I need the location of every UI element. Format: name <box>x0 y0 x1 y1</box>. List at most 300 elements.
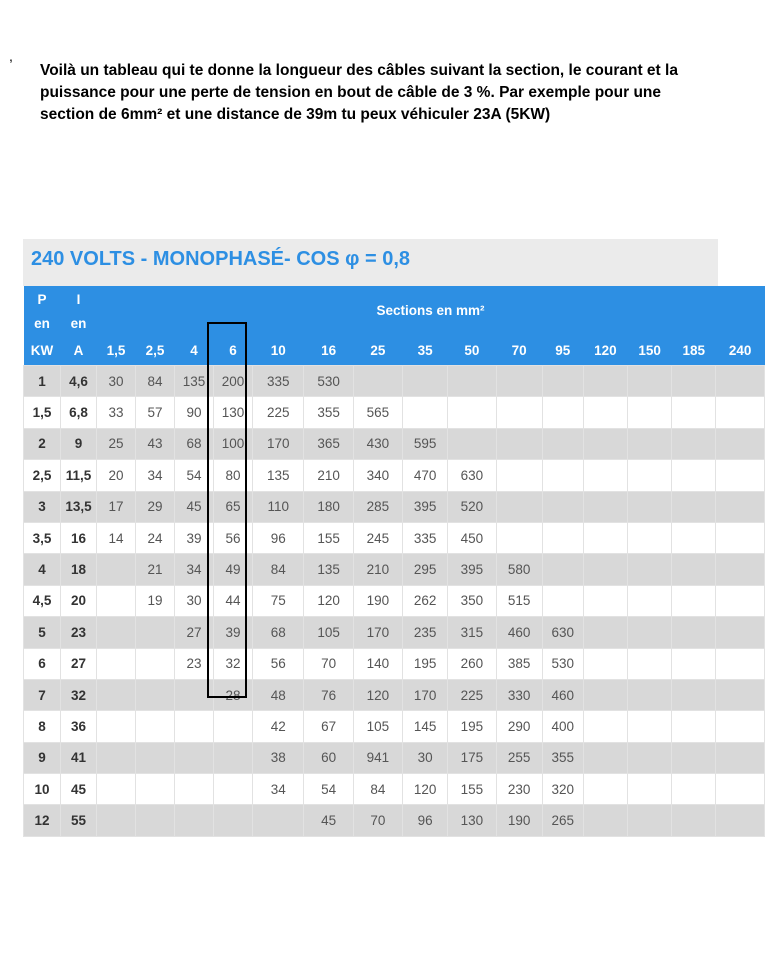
length-cell: 120 <box>353 679 402 710</box>
current-header-a: A <box>60 335 96 366</box>
length-cell <box>496 428 542 459</box>
length-cell <box>716 742 765 773</box>
length-cell: 195 <box>403 648 448 679</box>
length-cell: 290 <box>496 711 542 742</box>
length-cell: 75 <box>253 585 304 616</box>
length-cell <box>96 648 135 679</box>
length-cell: 190 <box>496 805 542 836</box>
length-cell <box>672 491 716 522</box>
length-cell: 320 <box>542 774 583 805</box>
length-cell <box>583 366 627 397</box>
length-cell: 54 <box>175 460 214 491</box>
length-cell <box>583 428 627 459</box>
length-cell <box>353 366 402 397</box>
length-cell: 120 <box>403 774 448 805</box>
length-cell: 96 <box>403 805 448 836</box>
length-cell: 60 <box>304 742 353 773</box>
section-header-cell: 1,5 <box>96 335 135 366</box>
length-cell: 180 <box>304 491 353 522</box>
current-header-en: en <box>60 312 96 335</box>
length-cell <box>542 397 583 428</box>
length-cell <box>496 460 542 491</box>
length-cell: 43 <box>135 428 174 459</box>
length-cell <box>96 742 135 773</box>
length-cell: 385 <box>496 648 542 679</box>
table-row <box>24 774 765 805</box>
sections-header: Sections en mm² <box>96 286 764 335</box>
length-cell <box>214 742 253 773</box>
length-cell <box>628 679 672 710</box>
length-cell: 365 <box>304 428 353 459</box>
length-cell: 262 <box>403 585 448 616</box>
length-cell: 155 <box>448 774 496 805</box>
section-header-cell: 50 <box>448 335 496 366</box>
length-cell: 230 <box>496 774 542 805</box>
length-cell <box>96 554 135 585</box>
length-cell <box>672 805 716 836</box>
intro-text <box>40 60 705 126</box>
length-cell <box>716 554 765 585</box>
length-cell <box>628 742 672 773</box>
current-a-cell: 18 <box>60 554 96 585</box>
length-cell <box>135 805 174 836</box>
length-cell: 39 <box>175 522 214 553</box>
length-cell: 255 <box>496 742 542 773</box>
current-a-cell: 16 <box>60 522 96 553</box>
length-cell <box>628 617 672 648</box>
length-cell <box>583 491 627 522</box>
length-cell: 21 <box>135 554 174 585</box>
length-cell: 295 <box>403 554 448 585</box>
length-cell: 245 <box>353 522 402 553</box>
length-cell: 42 <box>253 711 304 742</box>
table-row <box>24 742 765 773</box>
length-cell <box>628 522 672 553</box>
length-cell <box>672 554 716 585</box>
length-cell: 84 <box>353 774 402 805</box>
power-kw-cell: 3 <box>24 491 61 522</box>
header-row-sections <box>24 335 765 366</box>
length-cell: 210 <box>353 554 402 585</box>
length-cell <box>716 428 765 459</box>
length-cell: 34 <box>253 774 304 805</box>
length-cell: 395 <box>448 554 496 585</box>
length-cell: 630 <box>448 460 496 491</box>
length-cell <box>542 585 583 616</box>
length-cell <box>628 805 672 836</box>
table-row <box>24 522 765 553</box>
length-cell <box>135 742 174 773</box>
table-row <box>24 805 765 836</box>
length-cell <box>583 397 627 428</box>
current-a-cell: 9 <box>60 428 96 459</box>
length-cell: 265 <box>542 805 583 836</box>
length-cell <box>583 460 627 491</box>
length-cell: 28 <box>214 679 253 710</box>
length-cell: 70 <box>353 805 402 836</box>
length-cell: 34 <box>175 554 214 585</box>
length-cell: 105 <box>304 617 353 648</box>
length-cell <box>716 617 765 648</box>
length-cell <box>716 397 765 428</box>
power-kw-cell: 6 <box>24 648 61 679</box>
length-cell: 34 <box>135 460 174 491</box>
length-cell <box>403 366 448 397</box>
length-cell: 39 <box>214 617 253 648</box>
length-cell <box>672 460 716 491</box>
length-cell: 54 <box>304 774 353 805</box>
length-cell: 355 <box>304 397 353 428</box>
length-cell <box>672 397 716 428</box>
section-header-cell: 185 <box>672 335 716 366</box>
length-cell <box>135 617 174 648</box>
length-cell: 145 <box>403 711 448 742</box>
power-kw-cell: 2,5 <box>24 460 61 491</box>
length-cell: 355 <box>542 742 583 773</box>
length-cell: 100 <box>214 428 253 459</box>
length-cell <box>96 617 135 648</box>
section-header-cell: 95 <box>542 335 583 366</box>
length-cell: 49 <box>214 554 253 585</box>
length-cell <box>628 585 672 616</box>
length-cell <box>175 711 214 742</box>
length-cell: 68 <box>253 617 304 648</box>
power-kw-cell: 10 <box>24 774 61 805</box>
current-a-cell: 36 <box>60 711 96 742</box>
length-cell: 460 <box>542 679 583 710</box>
section-header-cell: 16 <box>304 335 353 366</box>
length-cell <box>716 491 765 522</box>
length-cell: 30 <box>96 366 135 397</box>
length-cell <box>542 428 583 459</box>
length-cell <box>628 366 672 397</box>
table-row <box>24 585 765 616</box>
cable-table-image <box>23 239 752 829</box>
length-cell <box>716 648 765 679</box>
length-cell: 530 <box>542 648 583 679</box>
power-kw-cell: 7 <box>24 679 61 710</box>
length-cell <box>628 711 672 742</box>
length-cell: 630 <box>542 617 583 648</box>
length-cell <box>716 522 765 553</box>
length-cell: 200 <box>214 366 253 397</box>
length-cell: 44 <box>214 585 253 616</box>
length-cell: 170 <box>403 679 448 710</box>
power-kw-cell: 3,5 <box>24 522 61 553</box>
stray-mark: , <box>9 48 13 64</box>
section-header-cell: 70 <box>496 335 542 366</box>
length-cell <box>716 460 765 491</box>
table-row <box>24 460 765 491</box>
power-kw-cell: 1,5 <box>24 397 61 428</box>
length-cell <box>583 742 627 773</box>
current-header-i: I <box>60 286 96 312</box>
length-cell <box>214 711 253 742</box>
table-row <box>24 554 765 585</box>
length-cell: 105 <box>353 711 402 742</box>
length-cell <box>448 366 496 397</box>
length-cell: 430 <box>353 428 402 459</box>
table-body <box>24 366 765 837</box>
length-cell <box>542 366 583 397</box>
length-cell <box>542 554 583 585</box>
section-header-cell: 150 <box>628 335 672 366</box>
length-cell <box>496 491 542 522</box>
length-cell <box>583 774 627 805</box>
current-a-cell: 32 <box>60 679 96 710</box>
length-cell: 32 <box>214 648 253 679</box>
power-kw-cell: 1 <box>24 366 61 397</box>
length-cell: 170 <box>353 617 402 648</box>
length-cell: 84 <box>135 366 174 397</box>
intro-line-3: section de 6mm² et une distance de 39m tu peux véhiculer 23A (5KW) <box>40 106 551 123</box>
length-cell: 130 <box>448 805 496 836</box>
section-header-cell: 4 <box>175 335 214 366</box>
length-cell: 350 <box>448 585 496 616</box>
length-cell <box>583 648 627 679</box>
section-header-cell: 120 <box>583 335 627 366</box>
length-cell <box>583 617 627 648</box>
length-cell <box>628 774 672 805</box>
length-cell: 25 <box>96 428 135 459</box>
length-cell: 33 <box>96 397 135 428</box>
length-cell <box>628 460 672 491</box>
length-cell <box>716 711 765 742</box>
length-cell <box>175 774 214 805</box>
current-a-cell: 55 <box>60 805 96 836</box>
length-cell: 225 <box>253 397 304 428</box>
length-cell <box>672 679 716 710</box>
current-a-cell: 23 <box>60 617 96 648</box>
length-cell: 195 <box>448 711 496 742</box>
section-header-cell: 35 <box>403 335 448 366</box>
table-row <box>24 617 765 648</box>
length-cell: 135 <box>175 366 214 397</box>
length-cell <box>716 366 765 397</box>
length-cell: 45 <box>304 805 353 836</box>
length-cell: 84 <box>253 554 304 585</box>
length-cell <box>672 648 716 679</box>
length-cell <box>175 679 214 710</box>
length-cell: 580 <box>496 554 542 585</box>
length-cell: 70 <box>304 648 353 679</box>
length-cell: 565 <box>353 397 402 428</box>
length-cell <box>542 491 583 522</box>
length-cell: 335 <box>253 366 304 397</box>
length-cell <box>628 554 672 585</box>
power-kw-cell: 4 <box>24 554 61 585</box>
length-cell <box>716 679 765 710</box>
length-cell: 395 <box>403 491 448 522</box>
length-cell: 140 <box>353 648 402 679</box>
cable-length-table <box>23 286 765 837</box>
length-cell: 210 <box>304 460 353 491</box>
length-cell: 470 <box>403 460 448 491</box>
length-cell <box>448 397 496 428</box>
power-kw-cell: 2 <box>24 428 61 459</box>
table-row <box>24 428 765 459</box>
length-cell: 19 <box>135 585 174 616</box>
header-row-top <box>24 286 765 312</box>
length-cell <box>135 774 174 805</box>
length-cell <box>496 397 542 428</box>
length-cell: 68 <box>175 428 214 459</box>
length-cell <box>583 522 627 553</box>
length-cell: 330 <box>496 679 542 710</box>
length-cell: 520 <box>448 491 496 522</box>
table-row <box>24 648 765 679</box>
length-cell <box>628 397 672 428</box>
current-a-cell: 11,5 <box>60 460 96 491</box>
length-cell: 225 <box>448 679 496 710</box>
length-cell <box>403 397 448 428</box>
length-cell: 595 <box>403 428 448 459</box>
length-cell <box>542 460 583 491</box>
length-cell: 941 <box>353 742 402 773</box>
table-title: 240 VOLTS - MONOPHASÉ- COS φ = 0,8 <box>23 239 718 286</box>
table-row <box>24 491 765 522</box>
length-cell <box>672 522 716 553</box>
length-cell <box>448 428 496 459</box>
power-header-p: P <box>24 286 61 312</box>
power-header-kw: KW <box>24 335 61 366</box>
length-cell: 24 <box>135 522 174 553</box>
length-cell: 450 <box>448 522 496 553</box>
length-cell: 80 <box>214 460 253 491</box>
length-cell <box>214 805 253 836</box>
length-cell: 460 <box>496 617 542 648</box>
length-cell: 27 <box>175 617 214 648</box>
current-a-cell: 45 <box>60 774 96 805</box>
length-cell <box>672 711 716 742</box>
length-cell: 135 <box>253 460 304 491</box>
power-header-en: en <box>24 312 61 335</box>
length-cell <box>96 585 135 616</box>
length-cell <box>96 679 135 710</box>
length-cell <box>628 428 672 459</box>
length-cell: 65 <box>214 491 253 522</box>
length-cell: 23 <box>175 648 214 679</box>
length-cell: 110 <box>253 491 304 522</box>
length-cell <box>583 679 627 710</box>
length-cell: 29 <box>135 491 174 522</box>
length-cell: 30 <box>403 742 448 773</box>
length-cell: 67 <box>304 711 353 742</box>
length-cell: 235 <box>403 617 448 648</box>
length-cell: 340 <box>353 460 402 491</box>
length-cell <box>628 648 672 679</box>
length-cell: 56 <box>214 522 253 553</box>
intro-line-2: puissance pour une perte de tension en bout de câble de 3 %. Par exemple pour une <box>40 84 662 101</box>
length-cell <box>175 742 214 773</box>
current-a-cell: 13,5 <box>60 491 96 522</box>
section-header-cell: 25 <box>353 335 402 366</box>
length-cell <box>135 679 174 710</box>
length-cell <box>672 774 716 805</box>
length-cell <box>672 428 716 459</box>
length-cell: 155 <box>304 522 353 553</box>
current-a-cell: 4,6 <box>60 366 96 397</box>
table-row <box>24 679 765 710</box>
length-cell: 130 <box>214 397 253 428</box>
length-cell <box>716 585 765 616</box>
length-cell: 57 <box>135 397 174 428</box>
length-cell <box>672 585 716 616</box>
length-cell <box>628 491 672 522</box>
power-kw-cell: 8 <box>24 711 61 742</box>
section-header-cell: 2,5 <box>135 335 174 366</box>
length-cell <box>583 554 627 585</box>
section-header-cell: 10 <box>253 335 304 366</box>
power-kw-cell: 9 <box>24 742 61 773</box>
current-a-cell: 6,8 <box>60 397 96 428</box>
length-cell: 56 <box>253 648 304 679</box>
length-cell: 48 <box>253 679 304 710</box>
length-cell: 38 <box>253 742 304 773</box>
length-cell: 530 <box>304 366 353 397</box>
length-cell <box>542 522 583 553</box>
length-cell <box>96 774 135 805</box>
length-cell: 45 <box>175 491 214 522</box>
power-kw-cell: 5 <box>24 617 61 648</box>
length-cell <box>716 805 765 836</box>
length-cell: 20 <box>96 460 135 491</box>
intro-line-1: Voilà un tableau qui te donne la longueur des câbles suivant la section, le courant et la <box>40 62 678 79</box>
table-row <box>24 397 765 428</box>
table-row <box>24 711 765 742</box>
current-a-cell: 41 <box>60 742 96 773</box>
length-cell <box>214 774 253 805</box>
power-kw-cell: 4,5 <box>24 585 61 616</box>
length-cell: 30 <box>175 585 214 616</box>
length-cell: 14 <box>96 522 135 553</box>
length-cell <box>253 805 304 836</box>
length-cell <box>496 522 542 553</box>
length-cell <box>135 648 174 679</box>
length-cell: 135 <box>304 554 353 585</box>
table-row <box>24 366 765 397</box>
length-cell <box>496 366 542 397</box>
length-cell <box>96 711 135 742</box>
length-cell: 90 <box>175 397 214 428</box>
length-cell <box>672 617 716 648</box>
length-cell: 17 <box>96 491 135 522</box>
length-cell: 315 <box>448 617 496 648</box>
length-cell: 335 <box>403 522 448 553</box>
length-cell: 170 <box>253 428 304 459</box>
current-a-cell: 20 <box>60 585 96 616</box>
length-cell <box>175 805 214 836</box>
length-cell: 285 <box>353 491 402 522</box>
length-cell <box>583 711 627 742</box>
length-cell: 400 <box>542 711 583 742</box>
length-cell <box>583 585 627 616</box>
length-cell <box>716 774 765 805</box>
length-cell: 120 <box>304 585 353 616</box>
length-cell: 515 <box>496 585 542 616</box>
length-cell <box>135 711 174 742</box>
length-cell: 190 <box>353 585 402 616</box>
length-cell <box>672 742 716 773</box>
length-cell <box>96 805 135 836</box>
length-cell: 260 <box>448 648 496 679</box>
length-cell: 96 <box>253 522 304 553</box>
length-cell: 175 <box>448 742 496 773</box>
length-cell <box>583 805 627 836</box>
section-header-cell: 6 <box>214 335 253 366</box>
power-kw-cell: 12 <box>24 805 61 836</box>
section-header-cell: 240 <box>716 335 765 366</box>
